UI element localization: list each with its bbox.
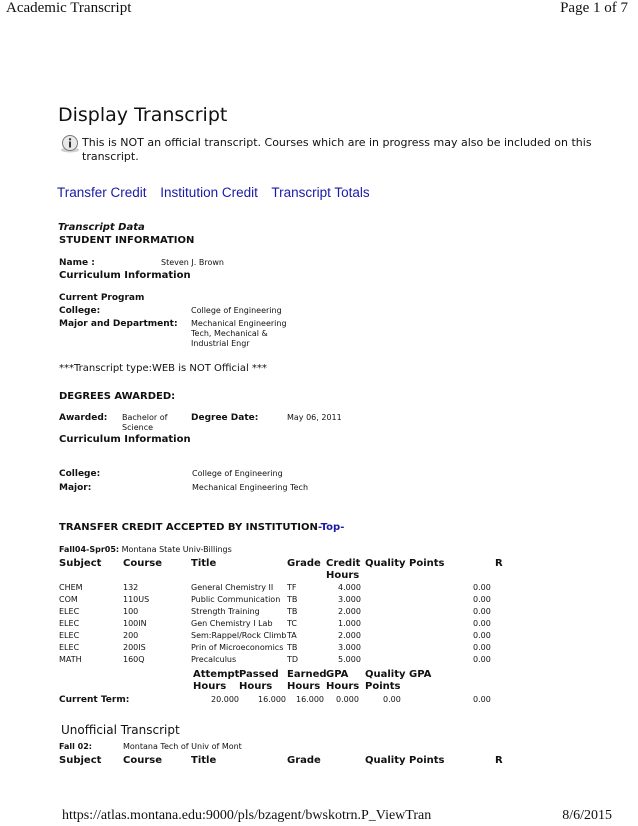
transcript-type-note: ***Transcript type:WEB is NOT Official *** [59,363,267,374]
college-value-2: College of Engineering [192,469,283,478]
col-quality-points-total: Quality GPA Points [365,669,432,692]
col-grade: Grade [287,558,321,569]
current-term-passed: 16.000 [258,695,286,704]
print-header-title: Academic Transcript [6,0,132,16]
col-quality-points: Quality Points [365,558,445,569]
col-subject: Subject [59,558,102,569]
transfer-heading: TRANSFER CREDIT ACCEPTED BY INSTITUTION [59,522,318,533]
current-term-gpa: 0.00 [473,695,491,704]
col-credit-hours: Credit Hours [326,558,361,581]
transfer-credit-link[interactable]: Transfer Credit [57,185,147,200]
col-gpa: GPA [409,669,432,680]
current-term-quality-points: 0.00 [383,695,401,704]
col-r-2: R [495,755,503,766]
col-passed-hours: Passed Hours [239,669,279,692]
college-label-2: College: [59,469,101,479]
table-row: ELEC 100 Strength Training TB 2.000 0.00 [59,607,491,616]
awarded-value: Bachelor of Science [122,413,168,432]
nav-links [57,185,380,200]
col-r: R [495,558,503,569]
curriculum-heading: Curriculum Information [59,270,191,281]
col-earned-hours: Earned Hours [287,669,327,692]
transfer-term [59,545,232,554]
info-notice: This is NOT an official transcript. Courses which are in progress may also be included on this transcript. [82,136,592,163]
transcript-data-label: Transcript Data [58,222,145,233]
info-icon [60,134,80,154]
name-label: Name : [59,258,95,268]
current-term-gpa-hours: 0.000 [336,695,359,704]
degree-date-value: May 06, 2011 [287,413,342,422]
college-label: College: [59,306,101,316]
major-value-2: Mechanical Engineering Tech [192,483,309,492]
institution-credit-link[interactable]: Institution Credit [160,185,258,200]
current-term-label: Current Term: [59,695,130,705]
table-row: CHEM 132 General Chemistry II TF 4.000 0.00 [59,583,491,592]
current-program-label: Current Program [59,293,145,303]
unofficial-heading: Unofficial Transcript [61,723,180,737]
col-gpa-hours: GPA Hours [326,669,360,692]
col-grade-2: Grade [287,755,321,766]
major-dept-label: Major and Department: [59,319,178,329]
institution-term-label: Fall 02: [59,742,92,751]
col-subject-2: Subject [59,755,102,766]
degrees-heading: DEGREES AWARDED: [59,391,176,402]
current-term-attempt: 20.000 [211,695,239,704]
col-title: Title [191,558,217,569]
top-link[interactable]: -Top- [318,522,345,533]
table-row: ELEC 200IS Prin of Microeconomics TB 3.000 0.00 [59,643,491,652]
institution-term-name: Montana Tech of Univ of Mont [123,742,242,751]
name-value: Steven J. Brown [161,258,224,267]
table-row: ELEC 200 Sem:Rappel/Rock Climb TA 2.000 0.00 [59,631,491,640]
col-quality-points-2: Quality Points [365,755,445,766]
student-info-heading: STUDENT INFORMATION [59,235,195,246]
major-label-2: Major: [59,483,92,493]
print-header-page: Page 1 of 7 [560,0,628,16]
col-course: Course [123,558,162,569]
curriculum-heading-2: Curriculum Information [59,434,191,445]
table-row: COM 110US Public Communication TB 3.000 0.00 [59,595,491,604]
col-attempt-hours: Attempt Hours [193,669,240,692]
print-footer-date: 8/6/2015 [562,808,612,823]
transcript-totals-link[interactable]: Transcript Totals [271,185,370,200]
awarded-label: Awarded: [59,413,108,423]
current-term-earned: 16.000 [296,695,324,704]
major-dept-value: Mechanical Engineering Tech, Mechanical & Industrial Engr [191,319,287,348]
degree-date-label: Degree Date: [191,413,259,423]
print-footer-url: https://atlas.montana.edu:9000/pls/bzagent/bwskotrn.P_ViewTran [62,808,432,823]
table-row: ELEC 100IN Gen Chemistry I Lab TC 1.000 0.00 [59,619,491,628]
transfer-term-label: Fall04-Spr05: [59,545,120,554]
college-value: College of Engineering [191,306,282,315]
transfer-term-institution: Montana State Univ-Billings [121,545,232,554]
page-title: Display Transcript [58,104,228,126]
col-title-2: Title [191,755,217,766]
table-row: MATH 160Q Precalculus TD 5.000 0.00 [59,655,491,664]
institution-term [59,742,242,751]
col-course-2: Course [123,755,162,766]
